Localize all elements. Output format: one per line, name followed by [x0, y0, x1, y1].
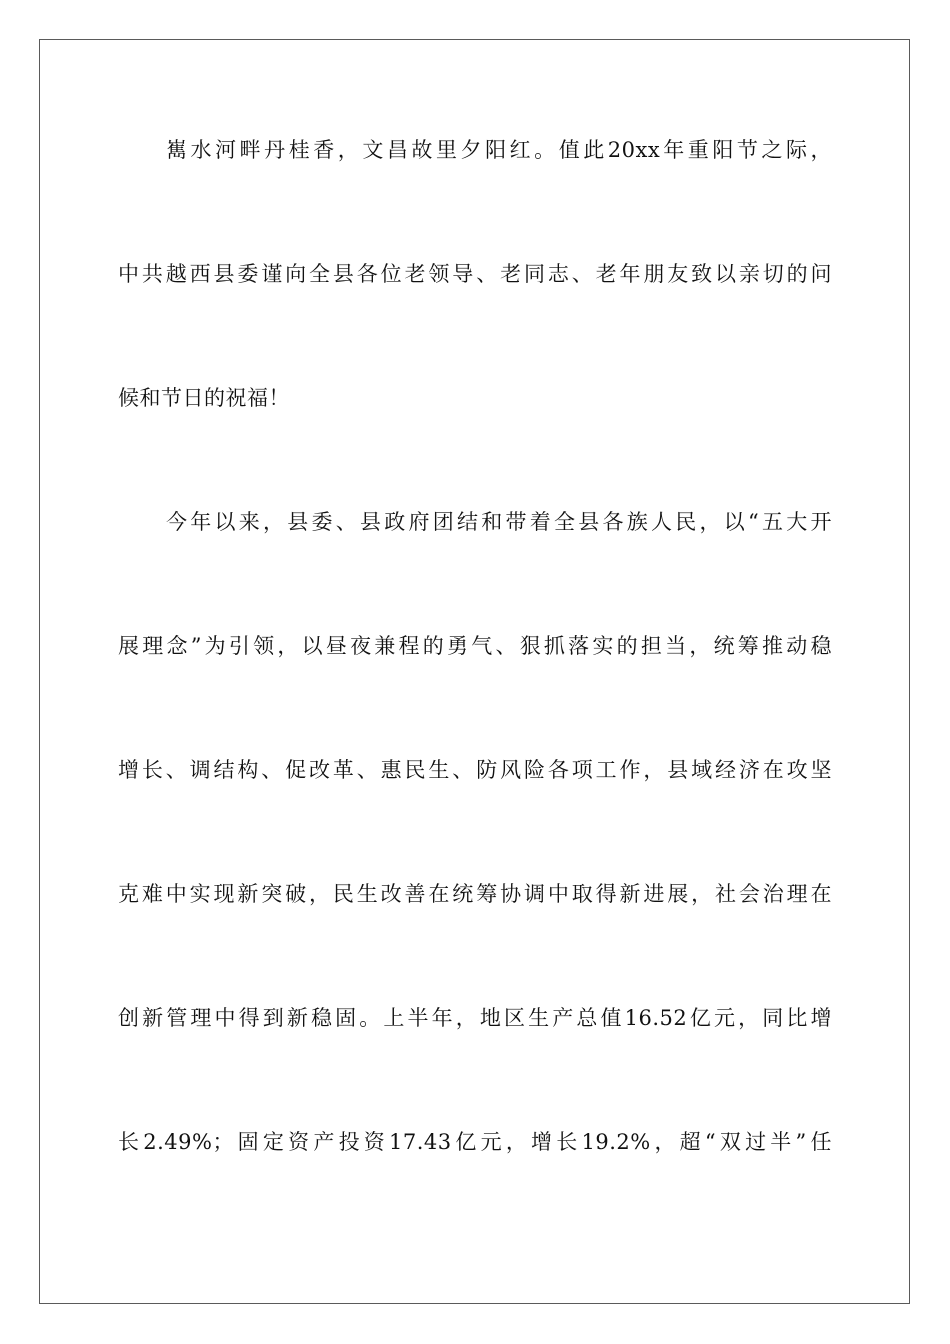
- paragraph-1-line-2: 中共越西县委谨向全县各位老领导、老同志、老年朋友致以亲切的问: [118, 262, 832, 286]
- paragraph-1-line-3: 候和节日的祝福！: [118, 386, 290, 410]
- page-border: [39, 39, 910, 1304]
- paragraph-2-line-2: 展理念”为引领，以昼夜兼程的勇气、狠抓落实的担当，统筹推动稳: [118, 634, 832, 658]
- paragraph-2-line-5: 创新管理中得到新稳固。上半年，地区生产总值16.52亿元，同比增: [118, 1006, 832, 1030]
- paragraph-2-line-1: 今年以来，县委、县政府团结和带着全县各族人民，以“五大开: [166, 510, 832, 534]
- paragraph-1-line-1: 嶲水河畔丹桂香，文昌故里夕阳红。值此20xx年重阳节之际，: [166, 138, 832, 162]
- paragraph-2-line-3: 增长、调结构、促改革、惠民生、防风险各项工作，县域经济在攻坚: [118, 758, 832, 782]
- paragraph-2-line-6: 长2.49%；固定资产投资17.43亿元，增长19.2%，超“双过半”任: [118, 1130, 832, 1154]
- paragraph-2-line-4: 克难中实现新突破，民生改善在统筹协调中取得新进展，社会治理在: [118, 882, 832, 906]
